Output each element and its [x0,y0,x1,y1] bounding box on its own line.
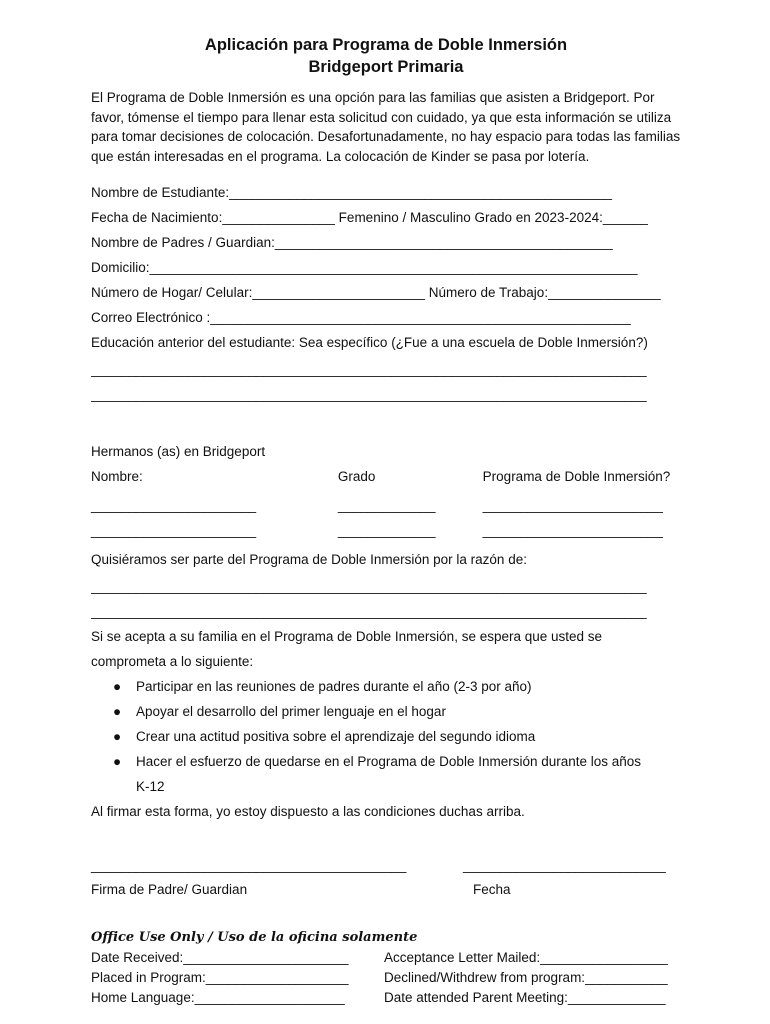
date-blank[interactable]: ___________________________ [463,858,666,873]
sibling-name-blank[interactable]: ______________________ [91,498,257,513]
sibling-program-blank[interactable]: ________________________ [482,498,663,513]
sibling-program-blank[interactable]: ________________________ [482,523,663,538]
signature-blank-row [91,856,681,876]
bullet-icon: ● [113,679,122,694]
date-label: Fecha [473,882,511,897]
application-form [91,34,681,1008]
bullet-icon: ● [113,754,122,769]
commitment-intro-cont: comprometa a lo siguiente: [91,654,254,669]
home-language-field[interactable]: Home Language:____________________ [91,990,345,1005]
birth-gender-grade-field[interactable]: Fecha de Nacimiento:_______________ Femenino / Masculino Grado en 2023-2024:______ [91,210,648,225]
intro-paragraph: El Programa de Doble Inmersión es una opción para las familias que asisten a Bridgeport. Por favor, tómense el tiempo para llenar esta solicitud con cuidado, ya que esta información se utiliza para tomar decisiones de colocación. Desafortunadamente, no hay espacio para todas las familias que están interesadas en el programa. La colocación de Kinder se pasa por lotería. [91,90,681,164]
office-row [91,968,681,988]
sibling-name-blank[interactable]: ______________________ [91,523,257,538]
sibling-grade-blank[interactable]: _____________ [337,523,436,538]
list-item: ● Crear una actitud positiva sobre el aprendizaje del segundo idioma [91,724,681,749]
reason-prompt: Quisiéramos ser parte del Programa de Doble Inmersión por la razón de: [91,552,527,567]
commitment-intro: Si se acepta a su familia en el Programa de Doble Inmersión, se espera que usted se [91,629,603,644]
bullet-icon: ● [113,704,122,719]
list-item-continuation: K-12 [136,779,165,794]
reason-line-2[interactable]: __________________________________________________________________________ [91,604,647,619]
sibling-row [91,493,681,518]
parents-name-field[interactable]: Nombre de Padres / Guardian:_____________________________________________ [91,235,613,250]
sibling-grade-blank[interactable]: _____________ [337,498,436,513]
sibling-grade-header: Grado [337,469,376,484]
form-title: Aplicación para Programa de Doble Inmersión [204,36,568,54]
list-item: ● Hacer el esfuerzo de quedarse en el Programa de Doble Inmersión durante los años [91,749,681,774]
date-received-field[interactable]: Date Received:______________________ [91,950,349,965]
placed-in-program-field[interactable]: Placed in Program:___________________ [91,970,349,985]
siblings-header-row [91,464,681,489]
prev-education-line-1[interactable]: __________________________________________________________________________ [91,362,647,377]
signature-label: Firma de Padre/ Guardian [91,882,248,897]
sibling-name-header: Nombre: [91,469,143,484]
signature-label-row [91,880,681,900]
prev-education-line-2[interactable]: __________________________________________________________________________ [91,387,647,402]
acceptance-letter-field[interactable]: Acceptance Letter Mailed:_________________ [384,950,668,965]
office-row [91,948,681,968]
address-field[interactable]: Domicilio:_________________________________________________________________ [91,260,638,275]
reason-line-1[interactable]: __________________________________________________________________________ [91,579,647,594]
sibling-row [91,518,681,543]
list-item: ● Apoyar el desarrollo del primer lenguaje en el hogar [91,699,681,724]
commitment-list [91,674,681,799]
closing-statement: Al firmar esta forma, yo estoy dispuesto a las condiciones duchas arriba. [91,804,525,819]
siblings-title: Hermanos (as) en Bridgeport [91,444,266,459]
email-field[interactable]: Correo Electrónico :________________________________________________________ [91,310,631,325]
sibling-program-header: Programa de Doble Inmersión? [482,469,671,484]
declined-withdrew-field[interactable]: Declined/Withdrew from program:___________ [384,970,668,985]
student-name-field[interactable]: Nombre de Estudiante:___________________________________________________ [91,185,612,200]
parent-meeting-date-field[interactable]: Date attended Parent Meeting:_____________ [384,990,666,1005]
phone-field[interactable]: Número de Hogar/ Celular:_______________________ Número de Trabajo:_______________ [91,285,661,300]
signature-blank[interactable]: __________________________________________ [91,858,407,873]
bullet-icon: ● [113,729,122,744]
office-row [91,988,681,1008]
office-use-title: Office Use Only / Uso de la oficina solamente [91,930,418,945]
prev-education-label: Educación anterior del estudiante: Sea específico (¿Fue a una escuela de Doble Inmersión?) [91,335,648,350]
school-name: Bridgeport Primaria [308,58,464,76]
list-item: ● Participar en las reuniones de padres durante el año (2-3 por año) [91,674,681,699]
